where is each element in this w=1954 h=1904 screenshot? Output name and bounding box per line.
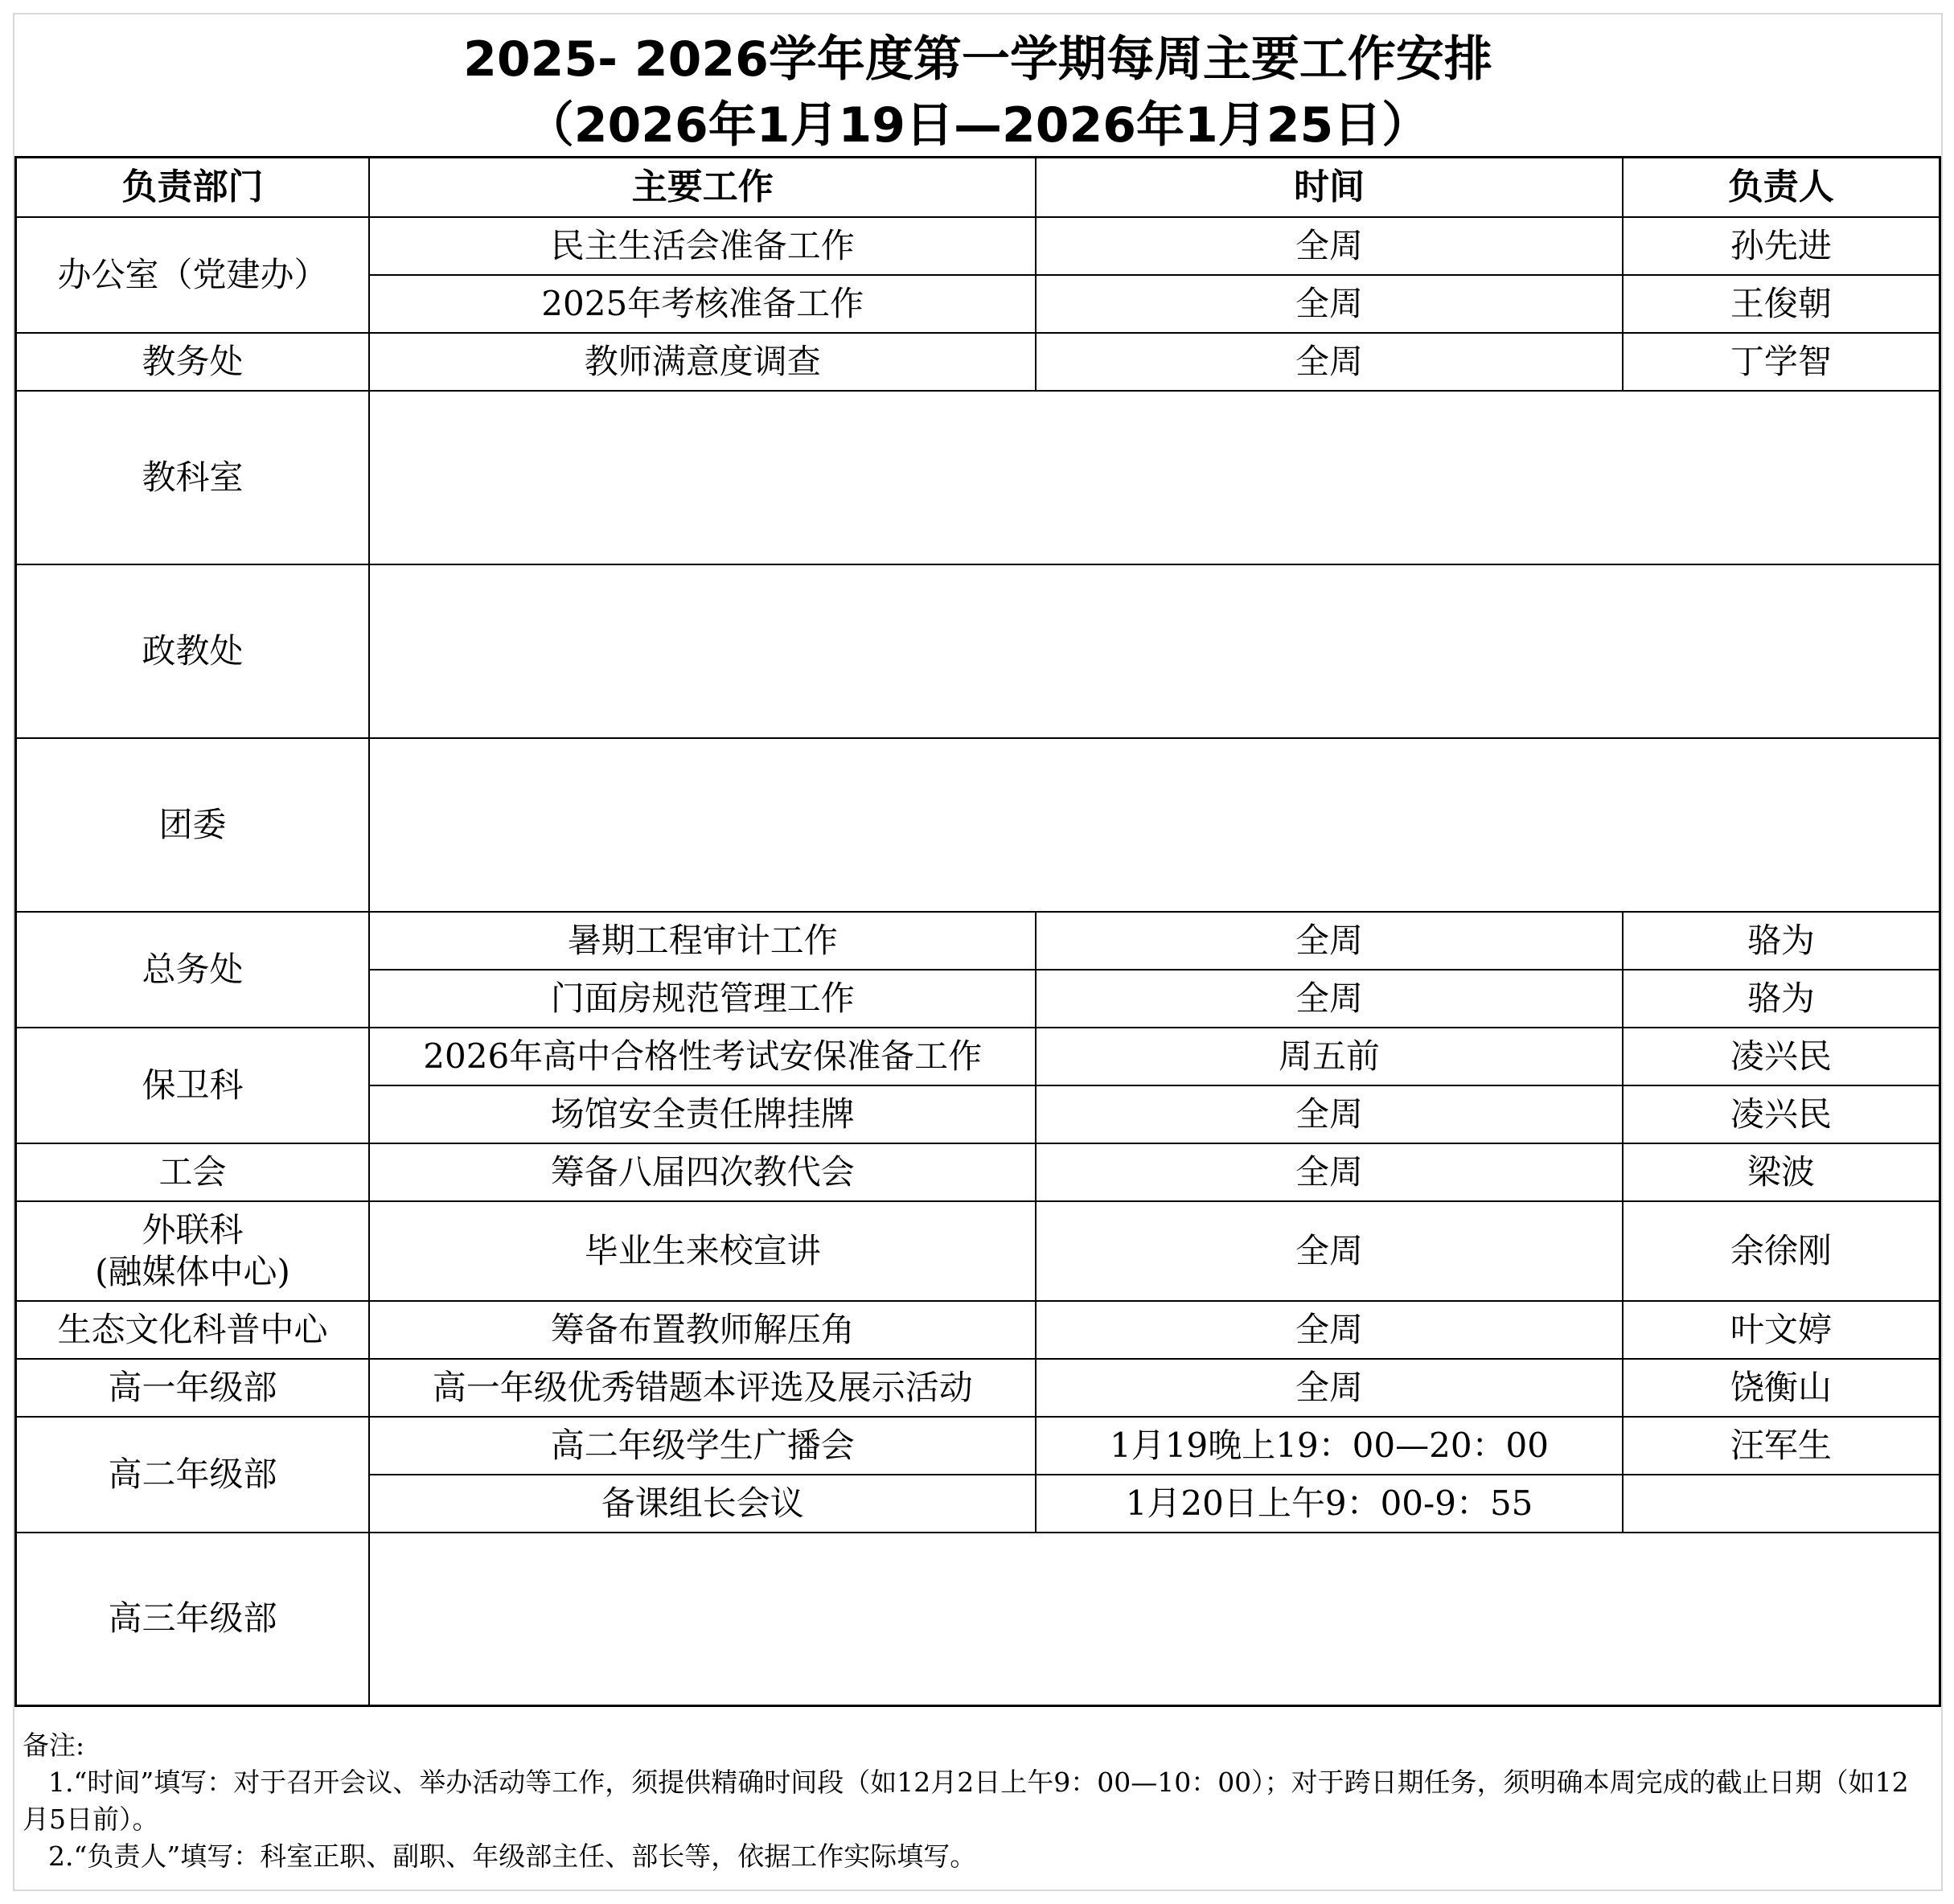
time-cell: 1月20日上午9：00-9：55 — [1036, 1475, 1622, 1533]
time-cell: 全周 — [1036, 912, 1622, 970]
work-cell: 2025年考核准备工作 — [369, 275, 1036, 333]
header-dept: 负责部门 — [16, 158, 370, 217]
work-cell: 毕业生来校宣讲 — [369, 1201, 1036, 1301]
time-cell: 全周 — [1036, 333, 1622, 391]
table-row — [16, 738, 1940, 912]
table-row — [16, 1201, 1940, 1301]
dept-cell-research: 教科室 — [16, 391, 370, 564]
table-row — [16, 217, 1940, 275]
notes-section — [23, 1727, 1925, 1875]
time-cell: 全周 — [1036, 1359, 1622, 1417]
work-cell: 暑期工程审计工作 — [369, 912, 1036, 970]
empty-work-cell — [369, 738, 1940, 912]
dept-name-line: 外联科 — [142, 1209, 244, 1250]
header-time: 时间 — [1036, 158, 1622, 217]
table-row — [16, 391, 1940, 564]
work-cell: 民主生活会准备工作 — [369, 217, 1036, 275]
person-cell: 凌兴民 — [1623, 1028, 1940, 1085]
note-item-person: 2.“负责人”填写：科室正职、副职、年级部主任、部长等，依据工作实际填写。 — [48, 1840, 977, 1872]
person-cell: 叶文婷 — [1623, 1301, 1940, 1359]
time-cell: 全周 — [1036, 1201, 1622, 1301]
header-work: 主要工作 — [369, 158, 1036, 217]
person-cell: 骆为 — [1623, 912, 1940, 970]
person-cell: 余徐刚 — [1623, 1201, 1940, 1301]
time-cell: 全周 — [1036, 275, 1622, 333]
dept-cell-security: 保卫科 — [16, 1028, 370, 1143]
dept-cell-league: 团委 — [16, 738, 370, 912]
note-item-time: 1.“时间”填写：对于召开会议、举办活动等工作，须提供精确时间段（如12月2日上午9：00—10：00）；对于跨日期任务，须明确本周完成的截止日期（如12月5日前）。 — [23, 1767, 1909, 1835]
work-cell: 教师满意度调查 — [369, 333, 1036, 391]
dept-name-line: (融媒体中心) — [95, 1251, 290, 1291]
person-cell: 孙先进 — [1623, 217, 1940, 275]
person-cell: 汪军生 — [1623, 1417, 1940, 1475]
table-row — [16, 333, 1940, 391]
work-cell: 高二年级学生广播会 — [369, 1417, 1036, 1475]
time-cell: 全周 — [1036, 217, 1622, 275]
person-cell: 凌兴民 — [1623, 1085, 1940, 1143]
table-row — [16, 1028, 1940, 1085]
time-cell: 周五前 — [1036, 1028, 1622, 1085]
schedule-sheet — [13, 13, 1943, 1891]
table-row — [16, 1359, 1940, 1417]
work-cell: 筹备八届四次教代会 — [369, 1143, 1036, 1201]
notes-heading: 备注: — [23, 1730, 85, 1761]
work-cell: 2026年高中合格性考试安保准备工作 — [369, 1028, 1036, 1085]
empty-work-cell — [369, 564, 1940, 738]
dept-cell-eco: 生态文化科普中心 — [16, 1301, 370, 1359]
dept-cell-office: 办公室（党建办） — [16, 217, 370, 333]
time-cell: 1月19晚上19：00—20：00 — [1036, 1417, 1622, 1475]
work-cell: 筹备布置教师解压角 — [369, 1301, 1036, 1359]
work-schedule-table — [14, 156, 1941, 1707]
table-row — [16, 1301, 1940, 1359]
person-cell: 饶衡山 — [1623, 1359, 1940, 1417]
dept-cell-grade1: 高一年级部 — [16, 1359, 370, 1417]
time-cell: 全周 — [1036, 1085, 1622, 1143]
header-person: 负责人 — [1623, 158, 1940, 217]
dept-cell-general: 总务处 — [16, 912, 370, 1028]
time-cell: 全周 — [1036, 1301, 1622, 1359]
work-cell: 高一年级优秀错题本评选及展示活动 — [369, 1359, 1036, 1417]
time-cell: 全周 — [1036, 970, 1622, 1028]
table-row — [16, 1533, 1940, 1706]
dept-cell-union: 工会 — [16, 1143, 370, 1201]
work-cell: 场馆安全责任牌挂牌 — [369, 1085, 1036, 1143]
empty-work-cell — [369, 391, 1940, 564]
empty-work-cell — [369, 1533, 1940, 1706]
dept-cell-academic: 教务处 — [16, 333, 370, 391]
page-title: 2025- 2026学年度第一学期每周主要工作安排 — [463, 31, 1492, 88]
dept-cell-external — [16, 1201, 370, 1301]
title-area — [14, 14, 1941, 156]
table-row — [16, 912, 1940, 970]
dept-cell-political: 政教处 — [16, 564, 370, 738]
table-row — [16, 1417, 1940, 1475]
person-cell: 骆为 — [1623, 970, 1940, 1028]
person-cell: 丁学智 — [1623, 333, 1940, 391]
dept-cell-grade2: 高二年级部 — [16, 1417, 370, 1533]
date-range-subtitle: （2026年1月19日—2026年1月25日） — [525, 97, 1431, 154]
time-cell: 全周 — [1036, 1143, 1622, 1201]
table-row — [16, 564, 1940, 738]
person-cell: 梁波 — [1623, 1143, 1940, 1201]
work-cell: 门面房规范管理工作 — [369, 970, 1036, 1028]
person-cell: 王俊朝 — [1623, 275, 1940, 333]
table-header-row — [16, 158, 1940, 217]
table-row — [16, 1143, 1940, 1201]
work-cell: 备课组长会议 — [369, 1475, 1036, 1533]
person-cell — [1623, 1475, 1940, 1533]
dept-cell-grade3: 高三年级部 — [16, 1533, 370, 1706]
